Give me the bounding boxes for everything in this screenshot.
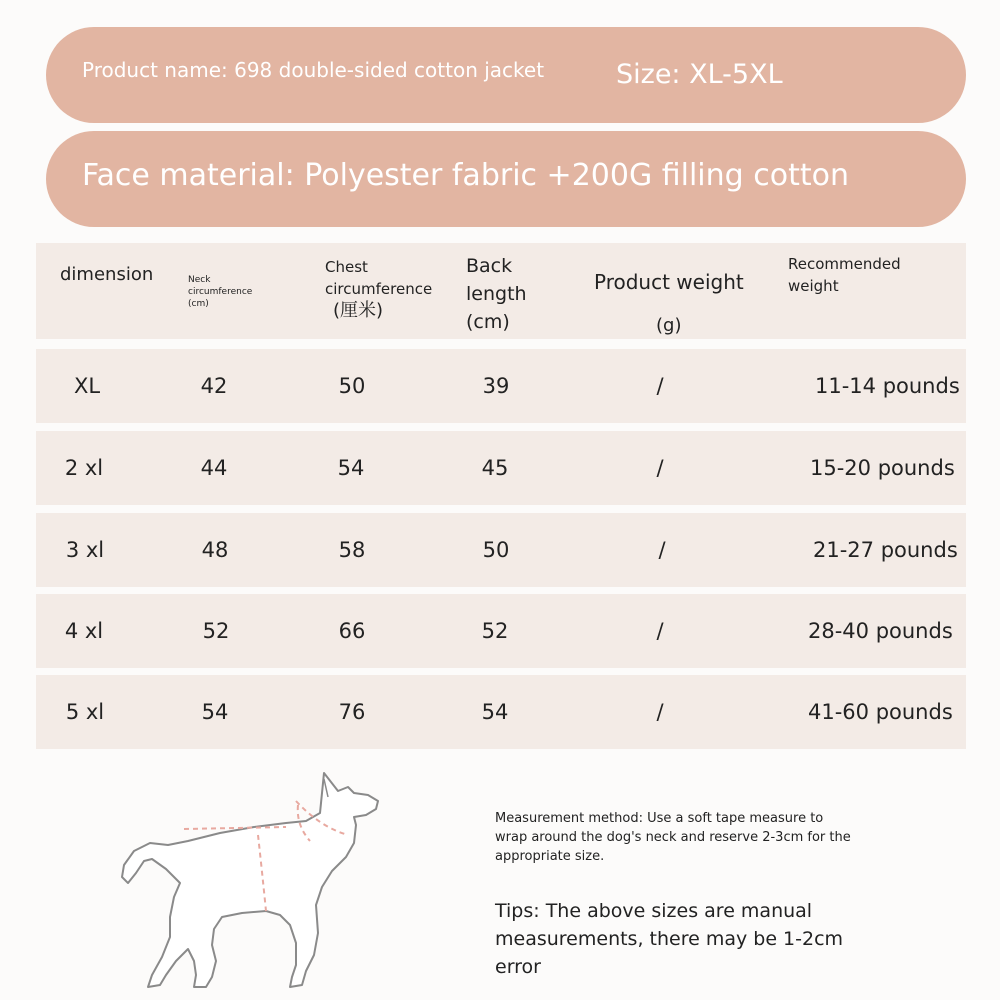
header-neck: Neck circumference (cm) [188,275,253,309]
table-row [36,594,966,668]
cell-recommended: 21-27 pounds [813,538,958,562]
cell-recommended: 15-20 pounds [810,456,955,480]
cell-back: 52 [481,619,509,643]
cell-product-weight: / [658,538,666,562]
cell-neck: 44 [200,456,228,480]
cell-product-weight: / [656,456,664,480]
cell-size: 5 xl [65,700,105,724]
header-dimension: dimension [60,264,154,285]
table-row [36,675,966,749]
size-table-header [36,243,966,339]
header-product-weight: Product weight (g) [594,270,744,336]
product-name: Product name: 698 double-sided cotton jacket [82,58,545,82]
material-banner [46,131,966,227]
cell-back: 54 [481,700,509,724]
cell-chest: 58 [338,538,366,562]
cell-size: XL [73,374,101,398]
cell-size: 3 xl [65,538,105,562]
cell-recommended: 28-40 pounds [808,619,953,643]
header-chest: Chest circumference (厘米) [325,258,433,321]
face-material: Face material: Polyester fabric +200G filling cotton [82,158,849,193]
cell-neck: 48 [201,538,229,562]
cell-back: 39 [482,374,510,398]
table-row [36,431,966,505]
tips-note: Tips: The above sizes are manual measurements, there may be 1-2cm error [495,900,844,978]
cell-neck: 54 [201,700,229,724]
cell-neck: 42 [200,374,228,398]
cell-recommended: 41-60 pounds [808,700,953,724]
cell-size: 4 xl [64,619,104,643]
dog-outline [122,773,378,987]
cell-chest: 50 [338,374,366,398]
cell-chest: 54 [337,456,365,480]
cell-chest: 76 [338,700,366,724]
table-row [36,349,966,423]
cell-size: 2 xl [64,456,104,480]
product-info-banner [46,27,966,123]
cell-neck: 52 [202,619,230,643]
cell-chest: 66 [338,619,366,643]
cell-back: 50 [482,538,510,562]
cell-back: 45 [481,456,509,480]
table-row [36,513,966,587]
cell-product-weight: / [656,374,664,398]
header-back-length: Back length (cm) [466,255,527,333]
measurement-method-note: Measurement method: Use a soft tape measure to wrap around the dog's neck and reserve 2-3cm for the appropriate size. [495,811,851,864]
cell-recommended: 11-14 pounds [815,374,960,398]
header-recommended-weight: Recommended weight [788,255,901,295]
cell-product-weight: / [656,700,664,724]
size-range: Size: XL-5XL [616,59,783,90]
cell-product-weight: / [656,619,664,643]
dog-measurement-illustration [110,765,400,995]
